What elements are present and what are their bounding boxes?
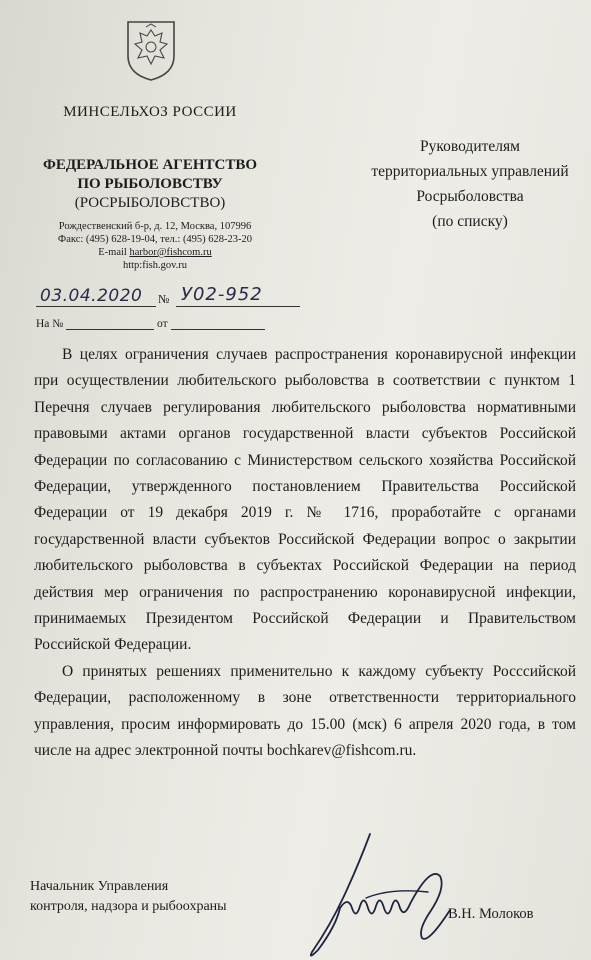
reference-number-blank [66,329,154,330]
recipient-line-3: Росрыболовства [416,188,524,205]
recipient-line-4: (по списку) [432,213,508,230]
agency-name-block [0,156,300,213]
signer-name: В.Н. Молоков [448,906,534,922]
recipient-block [340,134,591,234]
reference-date-blank [171,329,265,330]
recipient-line-1: Руководителям [420,138,520,155]
agency-line-1: ФЕДЕРАЛЬНОЕ АГЕНТСТВО [42,157,258,173]
signer-position-line-1: Начальник Управления [30,879,169,894]
body-paragraph-2: О принятых решениях применительно к каждому субъекту Росссийской Федерации, расположенному в зоне ответственности территориального управления, просим информировать до 15.00 (мск) 6 апреля 2020 года, в том числе на адрес электронной почты bochkarev@fishcom.ru. [34,662,576,760]
signer-position [30,877,227,917]
reference-line [36,318,265,330]
agency-email-link[interactable]: harbor@fishcom.ru [129,247,212,258]
date-underline [36,306,156,307]
handwritten-signature [300,826,460,960]
agency-contacts [10,220,300,272]
signer-position-line-2: контроля, надзора и рыбоохраны [30,899,227,914]
ministry-name: МИНСЕЛЬХОЗ РОССИИ [63,104,237,120]
agency-line-3: (РОСРЫБОЛОВСТВО) [74,195,226,211]
agency-website[interactable]: http:fish.gov.ru [122,260,188,271]
registration-number: У02-952 [181,284,263,305]
agency-phones: Факс: (495) 628-19-04, тел.: (495) 628-23-20 [57,234,253,245]
coat-of-arms-emblem [122,18,180,82]
reference-label: На № [36,318,64,330]
registration-line [36,284,296,312]
letter-body [34,342,576,765]
agency-line-2: ПО РЫБОЛОВСТВУ [77,176,223,192]
number-sign: № [158,292,170,306]
agency-address: Рождественский б-р, д. 12, Москва, 107996 [58,221,252,232]
agency-email-line [10,246,300,259]
reference-from-label: от [157,318,168,330]
body-paragraph-1: В целях ограничения случаев распространения коронавирусной инфекции при осуществлении любительского рыболовства в соответствии с пунктом 1 Перечня случаев регулирования любительского рыболовства нормативными правовыми актами органов государственной власти субъектов Российской Федерации по согласованию с Министерством сельского хозяйства Российской Федерации, утвержденного постановлением Правительства Российской Федерации от 19 декабря 2019 г. № 1716, проработайте с органами государственной власти субъектов Российской Федерации вопрос о закрытии любительского рыболовства в субъектах Российской Федерации на период действия мер ограничения по распространению коронавирусной инфекции, принимаемых Президентом Российской Федерации и Правительством Российской Федерации. [34,346,576,654]
number-underline [176,306,300,307]
registration-date: 03.04.2020 [40,286,143,306]
email-prefix: E-mail [98,247,127,258]
recipient-line-2: территориальных управлений [371,163,569,180]
